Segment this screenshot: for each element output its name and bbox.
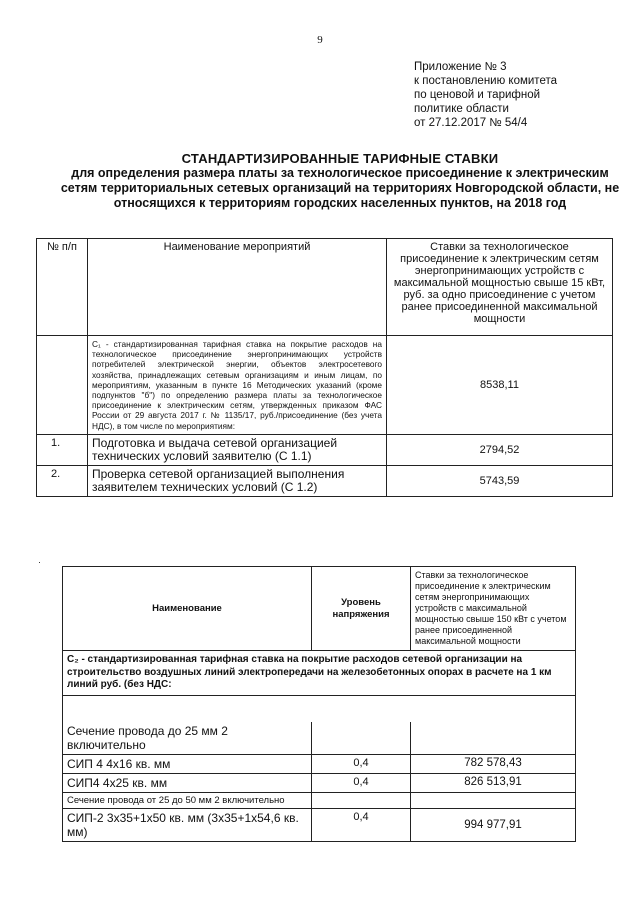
appendix-line: от 27.12.2017 № 54/4: [414, 117, 528, 129]
c1-text: - стандартизированная тарифная ставка на покрытие расходов на технологическое присоединение энергопринимающих устройств потребителей электрической энергии, объектов электросетевого хозяйства, принадлежащих сетевым организациям и иным лицам, по мероприятиям, указанным в пункте 16 Методических указаний (кроме подпунктов "б") по определению размера платы за технологическое присоединение к электрическим сетям, утвержденных приказом ФАС России от 29 августа 2017 г. № 1135/17, руб./присоединение (без учета НДС), в том числе по мероприятиям:: [92, 339, 382, 431]
document-title: СТАНДАРТИЗИРОВАННЫЕ ТАРИФНЫЕ СТАВКИ: [181, 151, 499, 166]
empty-cell: [37, 336, 88, 435]
row-value: 826 513,91: [411, 773, 576, 792]
row-number: 1.: [37, 434, 88, 465]
row-value: 2794,52: [387, 434, 613, 465]
appendix-line: к постановлению комитета: [414, 75, 557, 87]
row-name: Проверка сетевой организацией выполнения заявителем технических условий (С 1.2): [88, 465, 387, 496]
table-row: [63, 754, 576, 773]
appendix-block: [414, 60, 614, 130]
section-row: [63, 651, 576, 696]
table-row: [63, 722, 576, 755]
row-voltage: 0,4: [312, 808, 411, 841]
empty-cell: [312, 722, 411, 755]
document-subtitle: для определения размера платы за технологическое присоединение к электрическим сетям территориальных сетевых организаций на территориях Новгородской области, не относящихся к территориям городских населенных пунктов, на 2018 год: [60, 166, 620, 210]
table-row: [63, 695, 576, 722]
appendix-line: по ценовой и тарифной: [414, 89, 541, 101]
header-name: Наименование мероприятий: [88, 239, 387, 336]
row-value: 994 977,91: [411, 808, 576, 841]
row-value: 782 578,43: [411, 754, 576, 773]
table-row: [63, 808, 576, 841]
empty-cell: [411, 792, 576, 808]
table-header-row: [63, 567, 576, 651]
row-name: СИП-2 3х35+1х50 кв. мм (3х35+1х54,6 кв. мм): [63, 808, 312, 841]
row-name: Подготовка и выдача сетевой организацией технических условий заявителю (С 1.1): [88, 434, 387, 465]
c1-symbol: C₁: [92, 339, 101, 349]
c2-text: - стандартизированная тарифная ставка на покрытие расходов сетевой организации на строительство воздушных линий электропередачи на железобетонных опорах в расчете на 1 км линий руб. (без НДС:: [67, 654, 552, 690]
group-label: [63, 695, 576, 722]
header-name: Наименование: [63, 567, 312, 651]
table-row: [37, 434, 613, 465]
tariff-table-c1: [36, 238, 613, 497]
row-name: СИП 4 4х16 кв. мм: [63, 754, 312, 773]
header-rate: Ставки за технологическое присоединение к электрическим сетям энергопринимающих устройств с максимальной мощностью свыше 150 кВт с учетом ранее присоединенной максимальной мощности: [411, 567, 576, 651]
page-number: 9: [317, 34, 323, 46]
row-name: СИП4 4х25 кв. мм: [63, 773, 312, 792]
table-row: [37, 336, 613, 435]
table-row: [63, 792, 576, 808]
table-row: [63, 773, 576, 792]
group-label: Сечение провода до 25 мм 2 включительно: [63, 722, 312, 755]
separator-mark: ·: [38, 557, 41, 567]
c1-value: 8538,11: [387, 336, 613, 435]
row-value: 5743,59: [387, 465, 613, 496]
header-rate: Ставки за технологическое присоединение к электрическим сетям энергопринимающих устройств с максимальной мощностью свыше 15 кВт, руб. за одно присоединение с учетом ранее присоединенной максимальной мощности: [387, 239, 613, 336]
appendix-line: Приложение № 3: [414, 61, 507, 73]
c1-description: [88, 336, 387, 435]
group-label: Сечение провода от 25 до 50 мм 2 включительно: [63, 792, 312, 808]
header-voltage: Уровень напряжения: [312, 567, 411, 651]
c2-symbol: C₂: [67, 654, 79, 665]
header-num: № п/п: [37, 239, 88, 336]
empty-cell: [411, 722, 576, 755]
appendix-line: политике области: [414, 103, 509, 115]
row-number: 2.: [37, 465, 88, 496]
table-header-row: [37, 239, 613, 336]
document-heading: [60, 151, 620, 211]
row-voltage: 0,4: [312, 754, 411, 773]
row-voltage: 0,4: [312, 773, 411, 792]
empty-cell: [312, 792, 411, 808]
table-row: [37, 465, 613, 496]
tariff-table-c2: [62, 566, 576, 842]
c2-description: [63, 651, 576, 696]
